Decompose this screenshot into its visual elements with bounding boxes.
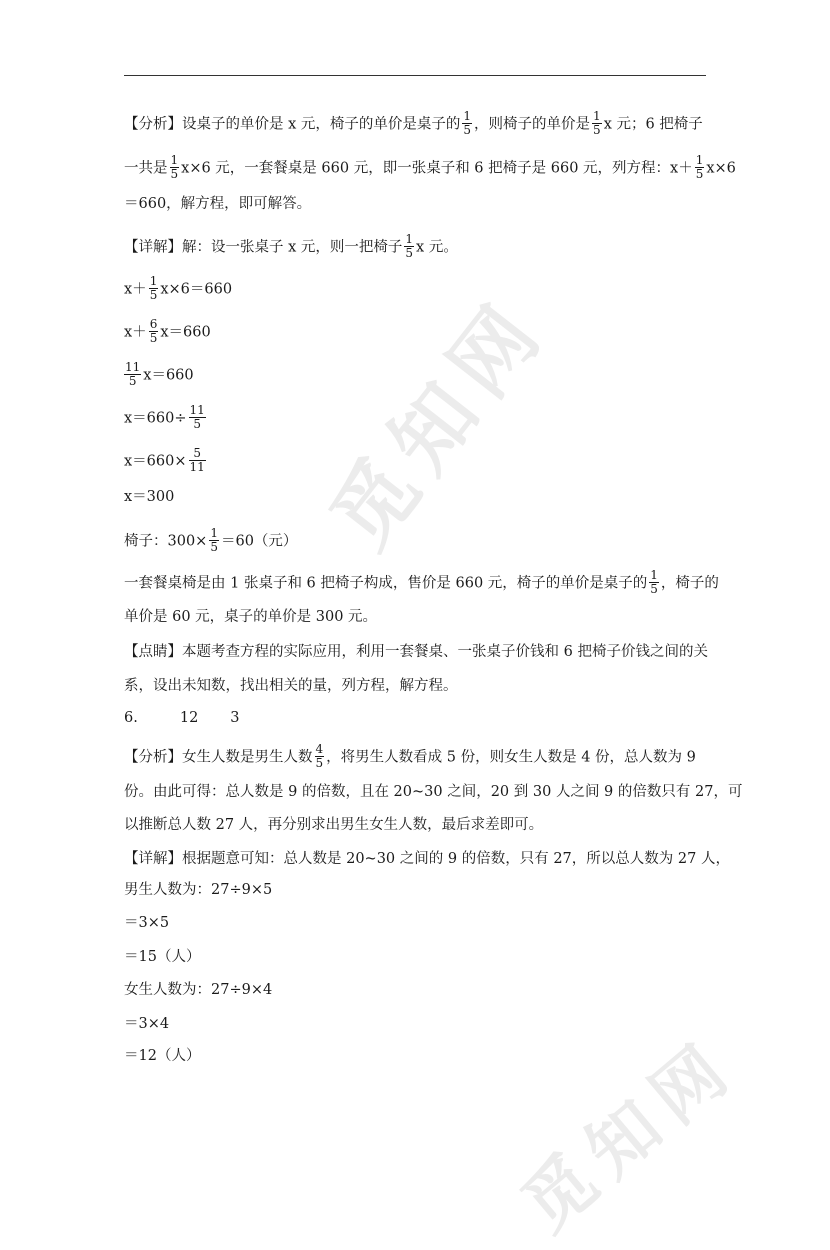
comment-line-2: 系，设出未知数，找出相关的量，列方程，解方程。	[124, 678, 458, 694]
detail-tag: 【详解】	[124, 851, 182, 867]
analysis-line-3: ＝660，解方程，即可解答。	[124, 196, 312, 212]
answer-2: 3	[230, 710, 240, 726]
girls-step: ＝3×4	[124, 1016, 170, 1032]
fraction: $\frac{1}{5}$	[463, 109, 472, 137]
comment-line-1: 【点睛】本题考查方程的实际应用，利用一套餐桌、一张桌子价钱和 6 把椅子价钱之间的关	[124, 644, 708, 660]
boys-result: ＝15（人）	[124, 949, 201, 965]
analysis-tag: 【分析】	[124, 116, 182, 133]
header-rule	[124, 75, 706, 76]
analysis-line-1: 【分析】设桌子的单价是 x 元，椅子的单价是桌子的 $\frac{1}{5}$ ，则椅子的单价是 $\frac{1}{5}$ x 元；6 把椅子	[124, 109, 703, 137]
boys-step: ＝3×5	[124, 915, 170, 931]
watermark: 觅知网	[313, 280, 566, 566]
fraction: $\frac{1}{5}$	[210, 526, 218, 554]
equation-result: x＝300	[124, 489, 175, 505]
detail-tag: 【详解】	[124, 239, 182, 256]
question-number: 6.	[124, 710, 138, 726]
analysis2-line-3: 以推断总人数 27 人，再分别求出男生女生人数，最后求差即可。	[124, 817, 544, 833]
equation-step-3: $\frac{11}{5}$ x＝660	[125, 360, 194, 388]
fraction: $\frac{11}{5}$	[189, 403, 205, 431]
detail2-line-1: 【详解】根据题意可知：总人数是 20~30 之间的 9 的倍数，只有 27，所以总人数为 27 人，	[124, 851, 730, 867]
fraction: $\frac{1}{5}$	[170, 153, 179, 181]
question-answer-line	[124, 708, 714, 728]
fraction: $\frac{1}{5}$	[405, 232, 414, 260]
summary-line-1: 一套餐桌椅是由 1 张桌子和 6 把椅子构成，售价是 660 元，椅子的单价是桌子的 $\frac{1}{5}$ ，椅子的	[124, 568, 719, 596]
equation-step-4: x＝660÷ $\frac{11}{5}$	[124, 403, 205, 431]
fraction: $\frac{1}{5}$	[695, 153, 704, 181]
analysis2-line-2: 份。由此可得：总人数是 9 的倍数，且在 20~30 之间，20 到 30 人之间 9 的倍数只有 27，可	[124, 784, 743, 800]
fraction: $\frac{11}{5}$	[125, 360, 141, 388]
analysis-line-2: 一共是 $\frac{1}{5}$ x×6 元，一套餐桌是 660 元，即一张桌子和 6 把椅子是 660 元，列方程：x＋ $\frac{1}{5}$ x×6	[124, 153, 736, 181]
fraction: $\frac{4}{5}$	[315, 742, 324, 770]
answer-1: 12	[179, 710, 199, 726]
fraction: $\frac{1}{5}$	[650, 568, 658, 596]
chair-price-line: 椅子：300× $\frac{1}{5}$ ＝60（元）	[124, 526, 298, 554]
watermark-bottom: 觅知网	[506, 1022, 753, 1248]
equation-step-2: x＋ $\frac{6}{5}$ x＝660	[124, 317, 211, 345]
girls-calc: 女生人数为：27÷9×4	[124, 982, 273, 998]
comment-tag: 【点睛】	[124, 644, 182, 660]
equation-step-1: x＋ $\frac{1}{5}$ x×6＝660	[124, 274, 233, 302]
girls-result: ＝12（人）	[124, 1048, 201, 1064]
analysis2-line-1: 【分析】女生人数是男生人数 $\frac{4}{5}$ ，将男生人数看成 5 份，则女生人数是 4 份，总人数为 9	[124, 742, 696, 770]
fraction: $\frac{5}{11}$	[189, 446, 205, 474]
fraction: $\frac{1}{5}$	[593, 109, 601, 137]
equation-step-5: x＝660× $\frac{5}{11}$	[124, 446, 205, 474]
analysis-tag: 【分析】	[124, 749, 182, 766]
boys-calc: 男生人数为：27÷9×5	[124, 882, 273, 898]
fraction: $\frac{1}{5}$	[149, 274, 158, 302]
fraction: $\frac{6}{5}$	[149, 317, 158, 345]
summary-line-2: 单价是 60 元，桌子的单价是 300 元。	[124, 609, 378, 625]
detail-line-1: 【详解】解：设一张桌子 x 元，则一把椅子 $\frac{1}{5}$ x 元。	[124, 232, 458, 260]
